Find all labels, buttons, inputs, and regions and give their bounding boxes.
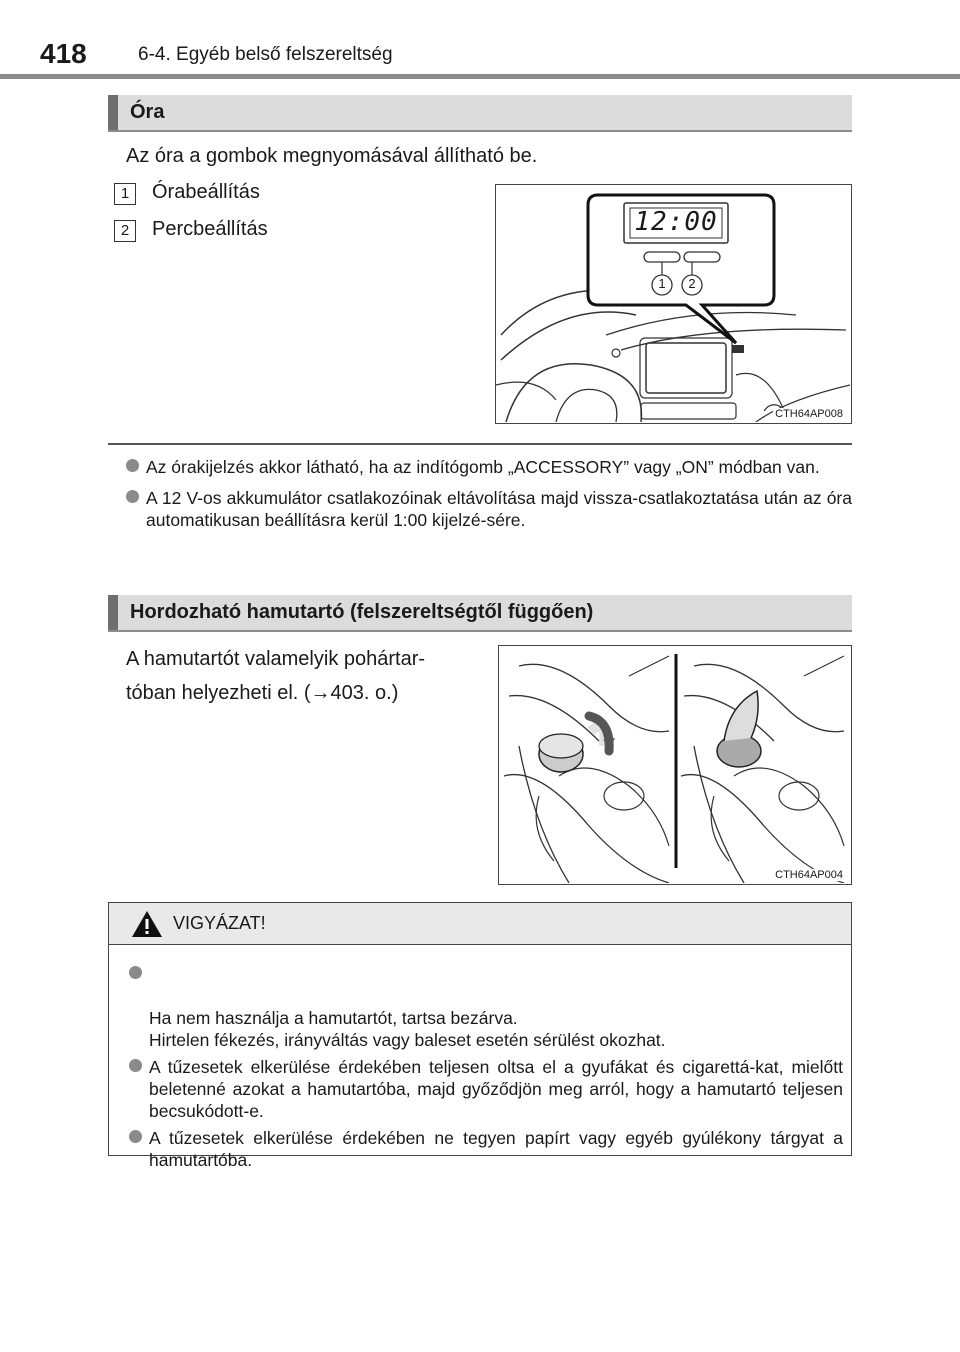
figure-callout-2: 2 (688, 276, 696, 291)
ashtray-text (126, 642, 425, 710)
item-hour-setting: Órabeállítás (152, 181, 260, 203)
bullet-icon (126, 490, 139, 503)
warning-header (109, 903, 851, 945)
warning-item (129, 1056, 843, 1122)
note-text: A 12 V-os akkumulátor csatlakozóinak eltávolítása majd vissza-csatlakoztatása után az óra automatikusan beállításra kerül 1:00 kijelzé-sére. (146, 488, 852, 530)
clock-intro: Az óra a gombok megnyomásával állítható be. (126, 145, 538, 167)
bullet-icon (129, 966, 142, 979)
header-rule (0, 74, 960, 79)
figure-code: CTH64AP004 (775, 869, 843, 881)
figure-code: CTH64AP008 (775, 408, 843, 420)
note-text: Az órakijelzés akkor látható, ha az indítógomb „ACCESSORY” vagy „ON” módban van. (146, 457, 820, 477)
note-item (126, 456, 852, 478)
bullet-icon (126, 459, 139, 472)
warning-triangle-icon (131, 910, 163, 938)
callout-number-2: 2 (114, 220, 136, 242)
page-number: 418 (40, 38, 87, 69)
clock-illustration (495, 184, 852, 424)
item-minute-setting: Percbeállítás (152, 218, 268, 240)
ashtray-text-line: tóban helyezheti el. (→403. o.) (126, 682, 399, 704)
section-rule (108, 130, 852, 132)
callout-number-1: 1 (114, 183, 136, 205)
ashtray-text-line: A hamutartót valamelyik pohártar- (126, 648, 426, 670)
section-heading-ashtray (108, 595, 852, 631)
ashtray-illustration (498, 645, 852, 885)
figure-callout-1: 1 (658, 276, 666, 291)
section-heading-clock (108, 95, 852, 131)
section-rule (108, 630, 852, 632)
clock-display-readout: 12:00 (634, 207, 718, 237)
chapter-title: 6-4. Egyéb belső felszereltség (138, 44, 393, 65)
warning-item (129, 1127, 843, 1171)
section-title-clock: Óra (130, 101, 165, 123)
warning-text: A tűzesetek elkerülése érdekében teljesen oltsa el a gyufákat és cigarettá-kat, mielőtt beletenné azokat a hamutartóba, majd győződjön meg arról, hogy a hamutartó teljesen becsukódott-e. (149, 1057, 843, 1121)
bullet-icon (129, 1130, 142, 1143)
bullet-icon (129, 1059, 142, 1072)
divider (108, 443, 852, 445)
ashtray-drawing (499, 646, 850, 883)
clock-notes (126, 456, 852, 540)
warning-box (108, 902, 852, 1170)
warning-text: A tűzesetek elkerülése érdekében ne tegyen papírt vagy egyéb gyúlékony tárgyat a hamutartóba. (149, 1128, 843, 1170)
warning-list (129, 963, 843, 1176)
warning-item (129, 963, 843, 1051)
warning-title: VIGYÁZAT! (173, 913, 266, 933)
warning-text: Ha nem használja a hamutartót, tartsa bezárva. Hirtelen fékezés, irányváltás vagy baleset esetén sérülést okozhat. (149, 1008, 666, 1050)
note-item (126, 487, 852, 531)
section-title-ashtray: Hordozható hamutartó (felszereltségtől függően) (130, 601, 594, 623)
